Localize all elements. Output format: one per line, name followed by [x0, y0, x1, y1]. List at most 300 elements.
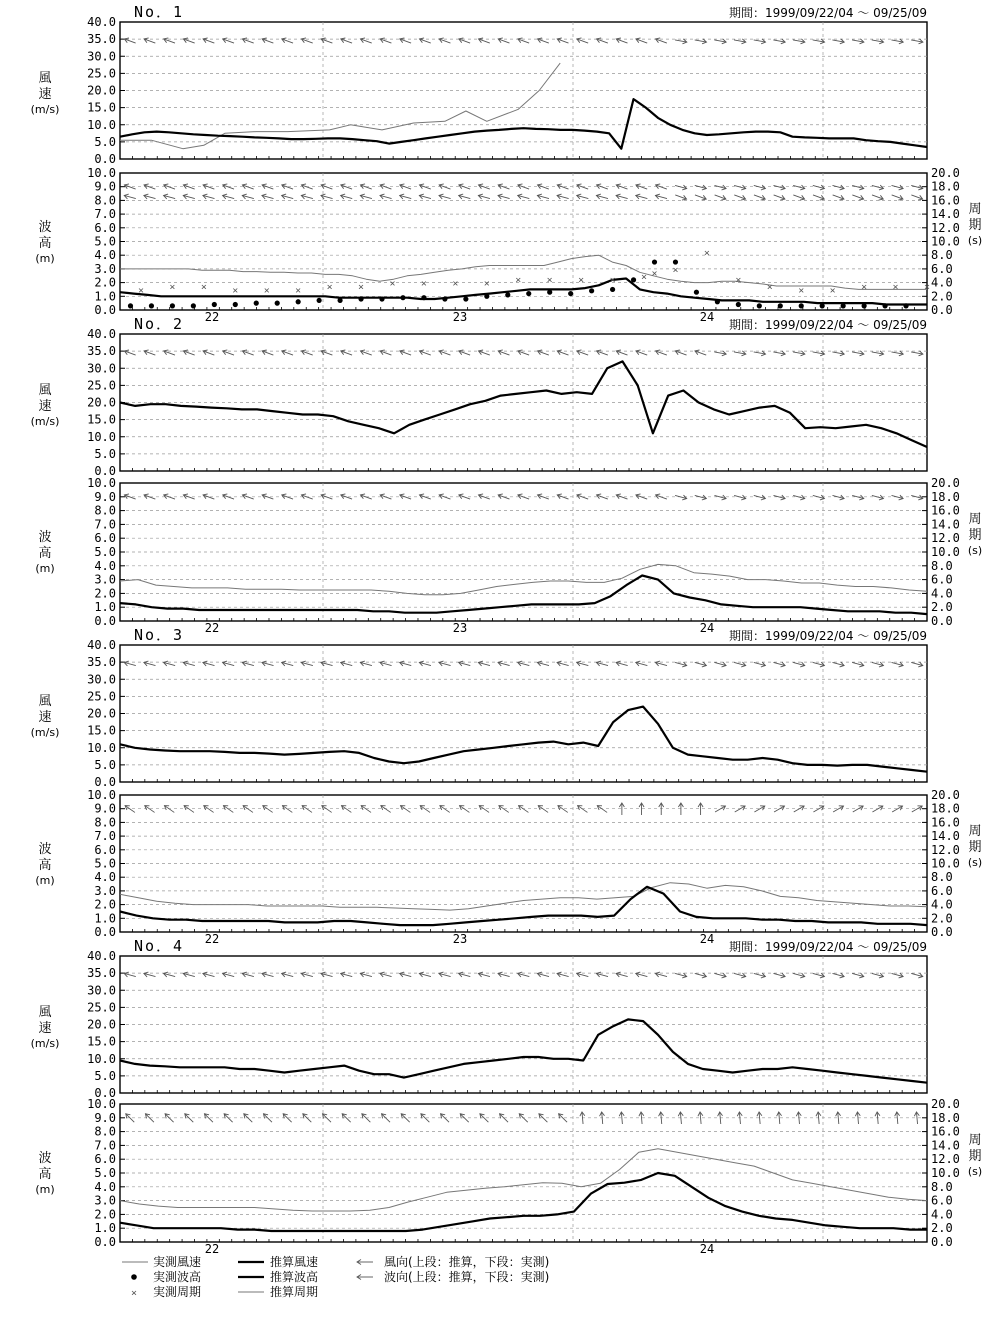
station-3-wind-dir-calc-arrow [340, 660, 353, 668]
station-1-wave-period-obs-point: × [483, 278, 490, 290]
station-1-wave-height-obs-point [128, 303, 133, 308]
station-4-wave-ytick: 8.0 [94, 1124, 116, 1139]
station-2-wind-dir-calc-arrow [793, 349, 806, 356]
station-3-wave-y2tick: 6.0 [931, 883, 953, 898]
station-4-wave-y2tick: 20.0 [931, 1097, 960, 1111]
station-1-wave-height-obs-point [149, 303, 154, 308]
station-3-wind-dir-calc-arrow [714, 660, 727, 668]
station-1-wave-height-obs-point [841, 303, 846, 308]
station-3-wind-dir-calc-arrow [320, 660, 333, 668]
legend-obs-wave-swatch [131, 1274, 137, 1280]
station-1-wind-dir-calc-arrow [753, 37, 766, 44]
station-4-wind-ylabel-1: 風 [38, 1005, 52, 1020]
station-2-wind-dir-calc-arrow [458, 349, 471, 358]
station-4-wave-ytick: 7.0 [94, 1138, 116, 1153]
station-2-wave-y2tick: 10.0 [931, 545, 960, 559]
station-3-wave-y2tick: 10.0 [931, 856, 960, 871]
station-2-wave-dir-calc-arrow [674, 493, 687, 501]
station-2-wave-ytick: 9.0 [94, 489, 116, 504]
station-1-wind-dir-calc-arrow [399, 37, 412, 46]
station-1-wave-height-obs-point [505, 292, 510, 297]
station-1-wave-period-obs-point: × [200, 282, 207, 294]
station-2-wind-dir-calc-arrow [124, 349, 137, 358]
station-4-wave-dir-calc-arrow [163, 1112, 175, 1124]
station-1-wave-period-obs-point: × [546, 275, 553, 287]
station-4-wave-y2unit: (s) [967, 1165, 983, 1178]
station-3-xtick-label: 22 [204, 932, 220, 946]
station-4-wave-ytick: 3.0 [94, 1193, 116, 1208]
station-2-wind-dir-calc-arrow [556, 349, 569, 358]
station-1-wave-height-obs-point [212, 302, 217, 307]
station-1-wave-dir-calc-arrow [674, 183, 687, 191]
station-1-wave-y2tick: 16.0 [931, 193, 960, 208]
station-1-wind-dir-calc-arrow [497, 37, 510, 46]
station-1-wave-y2tick: 12.0 [931, 220, 960, 235]
station-4-wind-ytick: 5.0 [94, 1068, 116, 1083]
station-3-wind-dir-calc-arrow [852, 660, 865, 668]
station-4-wind-dir-calc-arrow [812, 971, 825, 979]
station-2-wind-dir-calc-arrow [143, 349, 156, 358]
station-2-wind-unit: (m/s) [30, 415, 60, 428]
station-1-wind-dir-calc-arrow [675, 37, 688, 44]
station-2-wind-dir-calc-arrow [871, 349, 884, 356]
station-1-wind-dir-calc-arrow [793, 37, 806, 44]
station-4-wind-dir-calc-arrow [694, 971, 707, 979]
station-1-wave-height-obs-point [170, 303, 175, 308]
station-1-wave-height-obs-point [631, 277, 636, 282]
station-4-xtick-label: 24 [699, 1242, 715, 1256]
station-1-wave-height-obs-point [736, 302, 741, 307]
station-1-wave-ytick: 0.0 [94, 303, 116, 317]
station-2-wave-dir-calc-arrow [753, 493, 766, 501]
station-4-wind-dir-calc-arrow [242, 971, 255, 979]
station-1-wind-dir-calc-arrow [812, 37, 825, 44]
station-3-wind-dir-calc-arrow [281, 660, 294, 668]
station-3-wind-dir-calc-arrow [911, 660, 924, 668]
station-2-wind-dir-calc-arrow [478, 349, 491, 358]
station-3-wind-dir-calc-arrow [655, 660, 668, 668]
station-2-wind-ytick: 15.0 [87, 412, 116, 427]
station-4-wind-dir-calc-arrow [281, 971, 294, 979]
station-1-wind-dir-calc-arrow [615, 37, 628, 46]
station-1-wave-period-obs-point: × [923, 282, 931, 294]
station-4-xtick-label: 22 [204, 1242, 220, 1256]
station-1-wave-height-obs-point [317, 298, 322, 303]
station-1-wave-height-obs-point [694, 290, 699, 295]
station-1-wave-dir-obs-arrow [615, 193, 628, 201]
station-1-wind-ylabel-1: 風 [38, 71, 52, 86]
station-1-wave-period-obs-point: × [861, 282, 868, 294]
station-1-wave-y2tick: 20.0 [931, 166, 960, 180]
station-4-wind-calc-line [120, 1019, 927, 1082]
station-1-wind-calc-line [120, 99, 927, 149]
station-1-wave-height-obs-point [778, 303, 783, 308]
station-3-wind-dir-calc-arrow [753, 660, 766, 668]
legend-wind-dir-arrow [357, 1260, 373, 1265]
station-4-wave-y2label-1: 周 [968, 1133, 982, 1148]
station-3-wind-dir-calc-arrow [143, 660, 156, 668]
station-1-wind-ytick: 40.0 [87, 15, 116, 29]
station-2-wave-y2tick: 12.0 [931, 531, 960, 546]
station-1-wave-dir-calc-arrow [202, 183, 215, 192]
station-4-wind-dir-calc-arrow [301, 971, 314, 979]
station-4-wind-dir-calc-arrow [143, 971, 156, 979]
station-1-wave-dir-calc-arrow [576, 183, 589, 192]
station-1-wave-height-obs-point [903, 303, 908, 308]
station-3-wave-ytick: 2.0 [94, 897, 116, 912]
station-1-wave-dir-calc-arrow [222, 183, 235, 192]
station-4-wind-dir-calc-arrow [478, 971, 491, 979]
station-3-wind-ytick: 0.0 [94, 775, 116, 789]
station-2-wave-dir-calc-arrow [655, 493, 668, 502]
station-2-wind-ylabel-1: 風 [38, 383, 52, 398]
station-3-wave-y2tick: 0.0 [931, 925, 953, 939]
station-1-wave-dir-obs-arrow [143, 193, 156, 201]
station-4-wind-ytick: 0.0 [94, 1086, 116, 1100]
station-4-wind-dir-calc-arrow [537, 971, 550, 979]
station-4-wind-dir-calc-arrow [891, 971, 904, 979]
station-3-wind-dir-calc-arrow [242, 660, 255, 668]
station-3-wind-dir-calc-arrow [458, 660, 471, 668]
station-1-wind-dir-calc-arrow [891, 37, 904, 44]
station-1-wave-dir-calc-arrow [301, 183, 314, 192]
station-4-wave-y2label-2: 期 [968, 1149, 982, 1164]
station-1-wave-period-obs-point: × [641, 271, 648, 283]
station-3-wind-dir-calc-arrow [497, 660, 510, 668]
station-1-wave-ylabel-2: 高 [38, 236, 52, 251]
station-3-wind-ytick: 35.0 [87, 655, 116, 670]
station-4-wind-dir-calc-arrow [517, 971, 530, 979]
station-1-wave-dir-calc-arrow [438, 183, 451, 192]
station-4-wind-dir-calc-arrow [379, 971, 392, 979]
station-2-wave-ytick: 5.0 [94, 545, 116, 559]
station-3-wave-ytick: 8.0 [94, 815, 116, 830]
station-3-wind-calc-line [120, 707, 927, 772]
station-1-wave-period-obs-point: × [326, 282, 333, 294]
station-2-wind-dir-calc-arrow [714, 349, 727, 356]
legend-obs-wave: 実測波高 [153, 1270, 202, 1284]
station-1-wind-ytick: 15.0 [87, 100, 116, 115]
station-1-wave-dir-obs-arrow [517, 193, 530, 201]
station-1-wave-dir-obs-arrow [596, 193, 609, 201]
station-2-wind-dir-calc-arrow [635, 349, 648, 358]
station-2-wave-ytick: 3.0 [94, 572, 116, 587]
station-2-wind-dir-calc-arrow [340, 349, 353, 358]
station-3-wind-dir-calc-arrow [615, 660, 628, 668]
station-1-wind-dir-calc-arrow [419, 37, 432, 46]
station-4-wind-dir-calc-arrow [222, 971, 235, 979]
station-1-wave-height-obs-point [882, 303, 887, 308]
station-3-wind-dir-calc-arrow [793, 660, 806, 668]
station-2-wind-ytick: 30.0 [87, 361, 116, 376]
station-4-wind-ytick: 15.0 [87, 1034, 116, 1049]
station-1-wave-height-obs-point [820, 303, 825, 308]
station-2-wind-ytick: 25.0 [87, 378, 116, 393]
station-1-wave-period-calc-line [120, 255, 927, 289]
station-1-wind-dir-calc-arrow [124, 37, 137, 46]
station-1-wind-dir-calc-arrow [301, 37, 314, 46]
station-1-wave-ytick: 3.0 [94, 261, 116, 276]
station-3-wind-dir-calc-arrow [576, 660, 589, 668]
station-1-wave-dir-obs-arrow [301, 193, 314, 201]
station-2-wind-ytick: 0.0 [94, 464, 116, 478]
station-3-wind-dir-calc-arrow [556, 660, 569, 668]
station-1-wave-dir-calc-arrow [497, 183, 510, 192]
station-3-wind-dir-calc-arrow [419, 660, 432, 668]
station-1-wave-dir-obs-arrow [124, 193, 137, 201]
station-3-wind-dir-calc-arrow [733, 660, 746, 668]
station-2-wind-dir-calc-arrow [655, 349, 668, 358]
station-3-wave-ytick: 10.0 [87, 788, 116, 802]
station-2-wave-dir-calc-arrow [301, 493, 314, 502]
station-4-wind-ytick: 20.0 [87, 1017, 116, 1032]
station-1-wave-dir-calc-arrow [556, 183, 569, 192]
station-3-wave-ytick: 3.0 [94, 883, 116, 898]
station-2-wave-y2tick: 18.0 [931, 489, 960, 504]
station-1-wave-height-obs-point [673, 259, 678, 264]
station-1-wind-dir-calc-arrow [340, 37, 353, 46]
station-1-wave-period-obs-point: × [452, 278, 459, 290]
station-2-wind-dir-calc-arrow [773, 349, 786, 356]
station-2-wind-ytick: 5.0 [94, 446, 116, 461]
station-4-wind-dir-calc-arrow [615, 971, 628, 979]
station-1-wind-dir-calc-arrow [163, 37, 176, 46]
station-4-wave-y2tick: 6.0 [931, 1193, 953, 1208]
station-2-wave-y2tick: 0.0 [931, 614, 953, 628]
station-1-wave-ytick: 4.0 [94, 248, 116, 263]
station-3-title: No．3 [134, 626, 185, 644]
station-4-wave-ytick: 5.0 [94, 1166, 116, 1180]
station-4-wave-height-calc-line [120, 1173, 927, 1231]
station-3-wind-dir-calc-arrow [635, 660, 648, 668]
station-2-wave-ytick: 6.0 [94, 531, 116, 546]
station-1-wave-dir-calc-arrow [871, 183, 884, 191]
station-1-wave-period-obs-point: × [798, 285, 805, 297]
station-1-wave-period-obs-point: × [578, 275, 585, 287]
station-4-wave-y2tick: 2.0 [931, 1221, 953, 1236]
station-4-wind-dir-calc-arrow [635, 971, 648, 979]
station-1-wave-ytick: 9.0 [94, 179, 116, 194]
station-1-wave-dir-calc-arrow [832, 183, 845, 191]
station-3-wind-dir-calc-arrow [183, 660, 196, 668]
legend-calc-wind: 推算風速 [270, 1255, 319, 1269]
station-1-wave-dir-obs-arrow [537, 193, 550, 201]
station-2-wave-y2label-1: 周 [968, 512, 982, 527]
station-1-wave-height-obs-point [275, 301, 280, 306]
station-1-xtick-label: 24 [699, 310, 715, 324]
station-1-wave-y2tick: 0.0 [931, 303, 953, 317]
station-3-period: 期間：1999/09/22/04 ～ 09/25/09 [728, 629, 927, 643]
station-4-wind-dir-calc-arrow [871, 971, 884, 979]
station-4-wave-ytick: 10.0 [87, 1097, 116, 1111]
station-1-wave-period-obs-point: × [232, 285, 239, 297]
station-1-wave-dir-obs-arrow [635, 193, 648, 201]
station-3-wind-unit: (m/s) [30, 726, 60, 739]
station-3-wave-ytick: 5.0 [94, 856, 116, 871]
station-4-wind-dir-calc-arrow [202, 971, 215, 979]
station-1-wind-dir-calc-arrow [576, 37, 589, 46]
station-4-wind-ytick: 35.0 [87, 966, 116, 981]
station-1-wave-ytick: 8.0 [94, 193, 116, 208]
station-2-wave-y2label-2: 期 [968, 528, 982, 543]
station-2-wind-dir-calc-arrow [183, 349, 196, 358]
station-1-wind-dir-calc-arrow [458, 37, 471, 46]
station-3-wave-unit: (m) [35, 874, 55, 887]
station-2-wave-y2tick: 14.0 [931, 517, 960, 532]
station-1-wave-ytick: 1.0 [94, 289, 116, 304]
station-1-wave-dir-obs-arrow [202, 193, 215, 201]
station-1-wave-height-obs-point [757, 303, 762, 308]
station-1-wave-period-obs-point: × [295, 285, 302, 297]
station-1-wave-y2tick: 6.0 [931, 261, 953, 276]
station-1-wind-ytick: 35.0 [87, 32, 116, 47]
station-2-wave-y2tick: 20.0 [931, 476, 960, 490]
station-4-wind-dir-calc-arrow [852, 971, 865, 979]
station-1-wave-period-obs-point: × [137, 285, 144, 297]
station-1-wind-dir-calc-arrow [694, 37, 707, 44]
station-4-title: No．4 [134, 937, 185, 955]
station-1-xtick-label: 22 [204, 310, 220, 324]
station-4-wind-ytick: 25.0 [87, 1000, 116, 1015]
station-1-wind-dir-calc-arrow [360, 37, 373, 46]
station-1-wave-dir-obs-arrow [419, 193, 432, 201]
station-1-wave-height-obs-point [421, 295, 426, 300]
station-3-wind-ytick: 5.0 [94, 757, 116, 772]
station-4-wind-dir-calc-arrow [183, 971, 196, 979]
station-1-wind-ytick: 10.0 [87, 117, 116, 132]
station-2-wind-calc-line [120, 361, 927, 447]
station-2-wave-dir-calc-arrow [635, 493, 648, 502]
station-2-wave-y2tick: 8.0 [931, 558, 953, 573]
station-2-wave-dir-calc-arrow [832, 493, 845, 501]
station-1-wave-period-obs-point: × [389, 278, 396, 290]
station-1-wave-height-obs-point [589, 288, 594, 293]
station-1-wave-dir-obs-arrow [360, 193, 373, 201]
station-1-wave-height-obs-point [442, 296, 447, 301]
station-3-wind-ytick: 10.0 [87, 740, 116, 755]
station-4-wind-ylabel-2: 速 [38, 1021, 52, 1036]
station-1-wave-height-obs-point [799, 303, 804, 308]
station-3-wave-dir-calc-arrow [517, 804, 530, 815]
station-1-wind-dir-calc-arrow [261, 37, 274, 46]
station-1-wave-period-obs-point: × [420, 278, 427, 290]
station-4-wind-dir-calc-arrow [714, 971, 727, 979]
legend-wind-dir: 風向(上段：推算，下段：実測) [384, 1255, 550, 1269]
station-3-wind-ylabel-2: 速 [38, 710, 52, 725]
station-1-wave-height-obs-point [463, 296, 468, 301]
station-1-wave-y2label-2: 期 [968, 218, 982, 233]
station-2-wind-dir-calc-arrow [399, 349, 412, 358]
station-4-wind-ytick: 30.0 [87, 983, 116, 998]
station-1-wave-height-obs-point [379, 296, 384, 301]
station-1-wind-dir-calc-arrow [281, 37, 294, 46]
station-1-xtick-label: 23 [452, 310, 468, 324]
station-1-wind-unit: (m/s) [30, 103, 60, 116]
station-1-wave-dir-obs-arrow [655, 193, 668, 201]
station-4-wave-period-calc-line [120, 1149, 927, 1211]
station-4-wind-dir-calc-arrow [399, 971, 412, 979]
station-4-wind-ytick: 40.0 [87, 949, 116, 963]
station-3-wave-ytick: 4.0 [94, 870, 116, 885]
station-1-wave-period-obs-point: × [829, 285, 836, 297]
station-1-wind-dir-calc-arrow [852, 37, 865, 44]
station-4-wave-dir-calc-arrow [658, 1112, 664, 1124]
station-4-wave-y2tick: 8.0 [931, 1179, 953, 1194]
station-1-wave-period-obs-point: × [703, 247, 710, 259]
station-1-wave-height-obs-point [337, 298, 342, 303]
station-3-wave-y2tick: 12.0 [931, 842, 960, 857]
station-2-wave-dir-calc-arrow [419, 493, 432, 502]
station-3-wave-y2unit: (s) [967, 856, 983, 869]
station-2-wind-ytick: 10.0 [87, 429, 116, 444]
station-3-wind-ylabel-1: 風 [38, 694, 52, 709]
station-3-wind-dir-calc-arrow [537, 660, 550, 668]
station-1-wave-y2tick: 2.0 [931, 289, 953, 304]
station-1-wind-ytick: 0.0 [94, 152, 116, 166]
station-2-wave-y2tick: 2.0 [931, 600, 953, 615]
station-1-wave-height-obs-point [526, 291, 531, 296]
station-2-wind-dir-calc-arrow [242, 349, 255, 358]
station-2-wave-ytick: 4.0 [94, 558, 116, 573]
station-2-period: 期間：1999/09/22/04 ～ 09/25/09 [728, 318, 927, 332]
station-2-wave-ylabel-2: 高 [38, 546, 52, 561]
station-2-wind-dir-calc-arrow [320, 349, 333, 358]
station-3-wind-dir-calc-arrow [124, 660, 137, 668]
legend-obs-period: 実測周期 [153, 1285, 202, 1299]
station-2-wind-ylabel-2: 速 [38, 399, 52, 414]
station-4-wave-y2tick: 4.0 [931, 1207, 953, 1222]
station-1-wave-y2tick: 4.0 [931, 275, 953, 290]
station-1-wave-ylabel-1: 波 [38, 220, 52, 235]
station-1-wave-ytick: 5.0 [94, 234, 116, 249]
station-1-wave-height-obs-point [547, 290, 552, 295]
station-2-wind-dir-calc-arrow [832, 349, 845, 356]
legend-wave-dir-arrow [357, 1275, 373, 1280]
station-1-wind-dir-calc-arrow [438, 37, 451, 46]
station-4-wave-y2tick: 14.0 [931, 1138, 960, 1153]
station-2-wave-dir-calc-arrow [360, 493, 373, 502]
station-2-wind-dir-calc-arrow [281, 349, 294, 358]
station-1-wave-ytick: 10.0 [87, 166, 116, 180]
station-4-wave-ytick: 9.0 [94, 1110, 116, 1125]
station-4-wave-ytick: 1.0 [94, 1221, 116, 1236]
station-4-wave-ytick: 6.0 [94, 1152, 116, 1167]
station-1-wind-dir-calc-arrow [478, 37, 491, 46]
station-1-wind-dir-calc-arrow [242, 37, 255, 46]
station-1-wave-ytick: 6.0 [94, 220, 116, 235]
station-2-xtick-label: 24 [699, 621, 715, 635]
station-1-wave-dir-obs-arrow [478, 193, 491, 201]
station-3-wind-dir-calc-arrow [261, 660, 274, 668]
station-3-wave-y2tick: 8.0 [931, 870, 953, 885]
station-2-wave-dir-calc-arrow [733, 493, 746, 501]
station-4-wind-dir-calc-arrow [832, 971, 845, 979]
station-1-wave-height-obs-point [254, 301, 259, 306]
station-2-wave-ylabel-1: 波 [38, 530, 52, 545]
station-4-wind-dir-calc-arrow [596, 971, 609, 979]
station-4-wind-dir-calc-arrow [458, 971, 471, 979]
station-1-wave-period-obs-point: × [766, 282, 773, 294]
station-4-wind-dir-calc-arrow [419, 971, 432, 979]
station-4-wind-dir-calc-arrow [163, 971, 176, 979]
station-3-wind-dir-calc-arrow [674, 660, 687, 668]
station-4-wind-dir-calc-arrow [753, 971, 766, 979]
station-3-wave-period-calc-line [120, 883, 927, 910]
station-3-wind-dir-calc-arrow [517, 660, 530, 668]
station-4-wind-dir-calc-arrow [655, 971, 668, 979]
legend-obs-period-swatch: × [130, 1288, 138, 1299]
station-1-wave-dir-obs-arrow [261, 193, 274, 201]
